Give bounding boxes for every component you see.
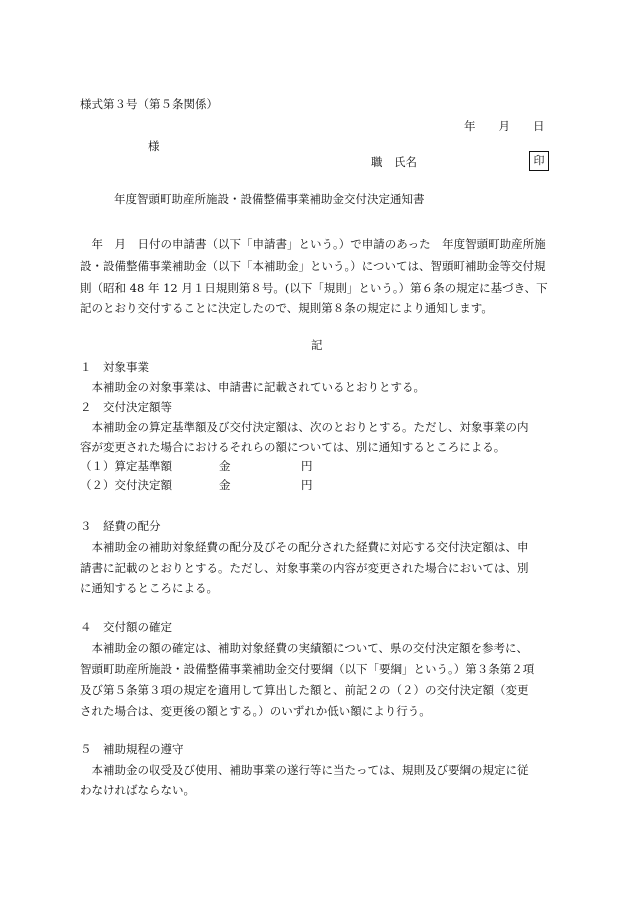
section-4-body-4: された場合は、変更後の額とする。）のいずれか低い額により行う。 bbox=[80, 704, 431, 718]
section-5-title: ５ 補助規程の遵守 bbox=[80, 742, 184, 756]
addressee-suffix: 様 bbox=[148, 139, 160, 153]
intro-line-3: 則（昭和 48 年 12 月１日規則第８号。(以下「規則」という。）第６条の規定に基づき、下 bbox=[80, 281, 548, 295]
section-4-title: ４ 交付額の確定 bbox=[80, 620, 172, 634]
item-1-kin: 金 bbox=[219, 459, 231, 473]
section-3-body-2: 請書に記載のとおりとする。ただし、対象事業の内容が変更された場合においては、別 bbox=[80, 561, 529, 575]
ki-heading: 記 bbox=[311, 338, 323, 352]
document-title: 年度智頭町助産所施設・設備整備事業補助金交付決定通知書 bbox=[114, 192, 425, 206]
section-4-body-2: 智頭町助産所施設・設備整備事業補助金交付要綱（以下「要綱」という。）第３条第２項 bbox=[80, 662, 535, 676]
item-1-en: 円 bbox=[301, 459, 313, 473]
section-2-body-1: 本補助金の算定基準額及び交付決定額は、次のとおりとする。ただし、対象事業の内 bbox=[80, 420, 529, 434]
intro-line-1: 年 月 日付の申請書（以下「申請書」という。）で申請のあった 年度智頭町助産所施 bbox=[80, 237, 546, 251]
form-number: 様式第３号（第５条関係） bbox=[80, 97, 218, 111]
item-1-label: （１）算定基準額 bbox=[80, 459, 172, 473]
seal-stamp: 印 bbox=[529, 151, 549, 171]
item-2-en: 円 bbox=[301, 478, 313, 492]
section-4-body-1: 本補助金の額の確定は、補助対象経費の実績額について、県の交付決定額を参考に、 bbox=[80, 641, 529, 655]
section-5-body-1: 本補助金の収受及び使用、補助事業の遂行等に当たっては、規則及び要綱の規定に従 bbox=[80, 763, 529, 777]
sender-line: 職 氏名 bbox=[371, 155, 417, 169]
section-5-body-2: わなければならない。 bbox=[80, 783, 195, 797]
intro-line-2: 設・設備整備事業補助金（以下「本補助金」という。）については、智頭町補助金等交付規 bbox=[80, 259, 546, 273]
section-3-body-1: 本補助金の補助対象経費の配分及びその配分された経費に対応する交付決定額は、申 bbox=[80, 540, 529, 554]
section-4-body-3: 及び第５条第３項の規定を適用して算出した額と、前記２の（２）の交付決定額（変更 bbox=[80, 683, 529, 697]
section-2-body-2: 容が変更された場合におけるそれらの額については、別に通知するところによる。 bbox=[80, 440, 506, 454]
section-3-title: ３ 経費の配分 bbox=[80, 519, 161, 533]
section-1-title: １ 対象事業 bbox=[80, 360, 149, 374]
item-2-label: （２）交付決定額 bbox=[80, 478, 172, 492]
section-3-body-3: に通知するところによる。 bbox=[80, 581, 218, 595]
intro-line-4: 記のとおり交付することに決定したので、規則第８条の規定により通知します。 bbox=[80, 301, 493, 315]
section-2-title: ２ 交付決定額等 bbox=[80, 400, 172, 414]
item-2-kin: 金 bbox=[219, 478, 231, 492]
section-1-body: 本補助金の対象事業は、申請書に記載されているとおりとする。 bbox=[80, 380, 425, 394]
date-line: 年 月 日 bbox=[464, 119, 545, 133]
